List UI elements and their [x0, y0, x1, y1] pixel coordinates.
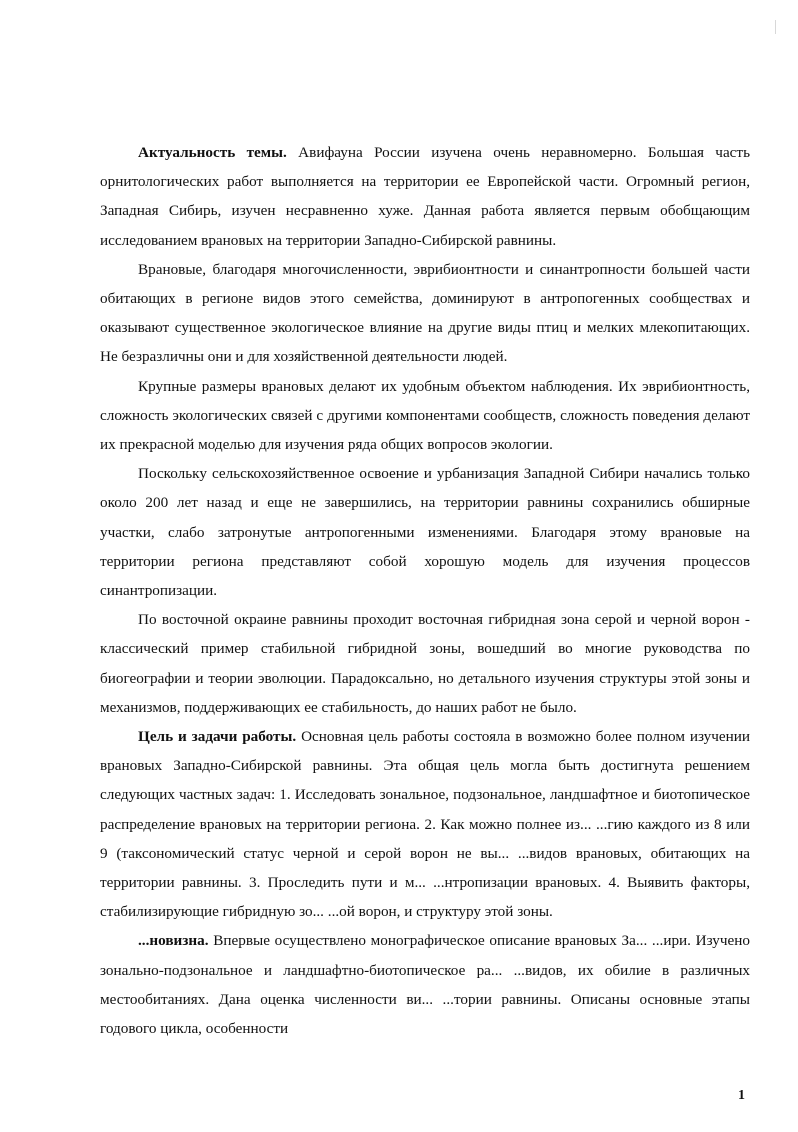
paragraph-text: Впервые осуществлено монографическое описание врановых За... ...ири. Изучено зонально-подзональное и ландшафтно-биотопическое ра... ...видов, их обилие в различных местообитаниях. Дана оценка численности ви... ...тории равнины. Описаны основные этапы годового цикла, особенности [100, 932, 750, 1038]
paragraph-model-object [100, 372, 750, 460]
paragraph-hybrid-zone [100, 605, 750, 722]
paragraph-text: Основная цель работы состояла в возможно более полном изучении врановых Западно-Сибирской равнины. Эта общая цель могла быть достигнута решением следующих частных задач: 1. Исследовать зональное, подзональное, ландшафтное и биотопическое распределение врановых на территории региона. 2. Как можно полнее из... ...гию каждого из 8 или 9 (таксономический статус черной и серой ворон не вы... ...видов врановых, обитающих на территории равнины. 3. Проследить пути и м... ...нтропизации врановых. 4. Выявить факторы, стабилизирующие гибридную зо... ...ой ворон, и структуру этой зоны. [100, 728, 750, 921]
paragraph-relevance [100, 138, 750, 255]
paragraph-goals [100, 722, 750, 926]
page-number: 1 [738, 1088, 745, 1103]
paragraph-text: Авифауна России изучена очень неравномерно. Большая часть орнитологических работ выполняется на территории ее Европейской части. Огромный регион, Западная Сибирь, изучен несравненно хуже. Данная работа является первым обобщающим исследованием врановых на территории Западно-Сибирской равнины. [100, 144, 750, 249]
paragraph-lead: Актуальность темы. [138, 144, 287, 161]
paragraph-text: Врановые, благодаря многочисленности, эврибионтности и синантропности большей части обитающих в регионе видов этого семейства, доминируют в антропогенных сообществах и оказывают существенное экологическое влияние на другие виды птиц и мелких млекопитающих. Не безразличны они и для хозяйственной деятельности людей. [100, 260, 750, 366]
paragraph-synanthropization [100, 459, 750, 605]
scan-artifact [775, 20, 776, 34]
document-body [100, 138, 750, 1043]
paragraph-text: Крупные размеры врановых делают их удобным объектом наблюдения. Их эврибионтность, сложность экологических связей с другими компонентами сообществ, сложность поведения делают их прекрасной моделью для изучения ряда общих вопросов экологии. [100, 377, 750, 454]
paragraph-novelty [100, 926, 750, 1043]
paragraph-text: Поскольку сельскохозяйственное освоение и урбанизация Западной Сибири начались только около 200 лет назад и еще не завершились, на территории равнины сохранились обширные участки, слабо затронутые антропогенными изменениями. Благодаря этому врановые на территории региона представляют собой хорошую модель для изучения процессов синантропизации. [100, 465, 750, 600]
paragraph-lead: Цель и задачи работы. [138, 728, 297, 746]
paragraph-lead: ...новизна. [138, 932, 209, 950]
paragraph-text: По восточной окраине равнины проходит восточная гибридная зона серой и черной ворон - классический пример стабильной гибридной зоны, вошедший во многие руководства по биогеографии и теории эволюции. Парадоксально, но детального изучения структуры этой зоны и механизмов, поддерживающих ее стабильность, до наших работ не было. [100, 611, 750, 716]
paragraph-corvids-dominance [100, 255, 750, 372]
